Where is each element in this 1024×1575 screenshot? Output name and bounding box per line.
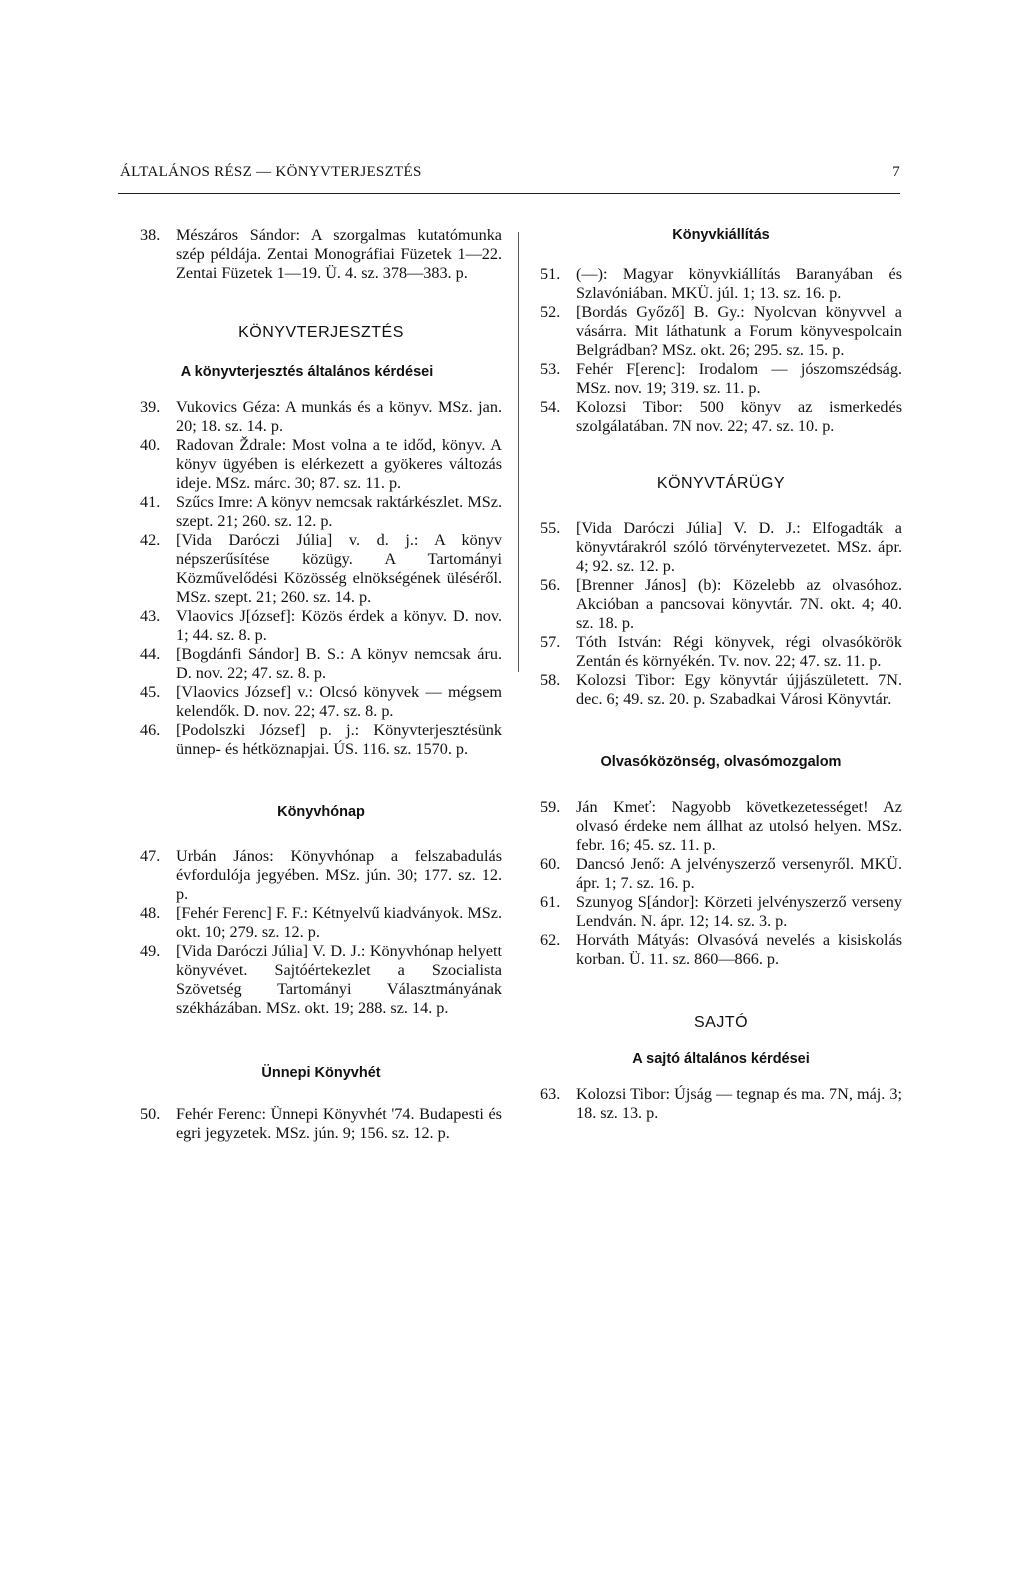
bibliography-entry — [140, 436, 502, 493]
bibliography-entry — [140, 904, 502, 942]
left-column — [140, 226, 502, 1143]
entry-text: [Vlaovics József] v.: Olcsó könyvek — mégsem kelendők. D. nov. 22; 47. sz. 8. p. — [176, 683, 502, 720]
bibliography-entry — [540, 519, 902, 576]
bibliography-entry — [140, 531, 502, 607]
entry-number: 43. — [140, 607, 161, 625]
entry-text: [Brenner János] (b): Közelebb az olvasóhoz. Akcióban a pancsovai könyvtár. 7N. okt. 4; 40. sz. 18. p. — [576, 576, 902, 632]
running-header-title: ÁLTALÁNOS RÉSZ — KÖNYVTERJESZTÉS — [120, 164, 422, 180]
entry-number: 44. — [140, 645, 161, 663]
entry-number: 55. — [540, 519, 561, 537]
entry-text: [Bogdánfi Sándor] B. S.: A könyv nemcsak áru. D. nov. 22; 47. sz. 8. p. — [176, 645, 502, 682]
bibliography-entry — [540, 265, 902, 303]
subsection-heading: Olvasóközönség, olvasómozgalom — [600, 754, 842, 770]
bibliography-entry — [540, 893, 902, 931]
entry-text: Fehér F[erenc]: Irodalom — jószomszédság. MSz. nov. 19; 319. sz. 11. p. — [576, 360, 902, 397]
entry-number: 48. — [140, 904, 161, 922]
bibliography-entry — [140, 683, 502, 721]
entry-number: 50. — [140, 1105, 161, 1123]
entry-number: 62. — [540, 931, 561, 949]
entry-number: 60. — [540, 855, 561, 873]
entry-text: [Fehér Ferenc] F. F.: Kétnyelvű kiadványok. MSz. okt. 10; 279. sz. 12. p. — [176, 904, 502, 941]
bibliography-entry — [140, 847, 502, 904]
entry-text: Radovan Ždrale: Most volna a te időd, könyv. A könyv ügyében is elérkezett a gyökeres változás ideje. MSz. márc. 30; 87. sz. 11. p. — [176, 436, 502, 492]
entry-number: 56. — [540, 576, 561, 594]
entry-text: Dancsó Jenő: A jelvényszerző versenyről. MKÜ. ápr. 1; 7. sz. 16. p. — [576, 855, 902, 892]
bibliography-entry — [540, 798, 902, 855]
bibliography-entry — [140, 645, 502, 683]
bibliography-entry — [540, 360, 902, 398]
entry-number: 59. — [540, 798, 561, 816]
entry-text: Vukovics Géza: A munkás és a könyv. MSz. jan. 20; 18. sz. 14. p. — [176, 398, 502, 435]
section-heading: KÖNYVTÁRÜGY — [656, 475, 786, 492]
entry-number: 57. — [540, 633, 561, 651]
bibliography-entry — [140, 398, 502, 436]
bibliography-entry — [140, 721, 502, 759]
bibliography-entry — [140, 226, 502, 283]
bibliography-entry — [540, 633, 902, 671]
subsection-heading: A könyvterjesztés általános kérdései — [180, 364, 434, 380]
entry-text: [Bordás Győző] B. Gy.: Nyolcvan könyvvel a vásárra. Mit láthatunk a Forum könyvespolcain Belgrádban? MSz. okt. 26; 295. sz. 15. p. — [576, 303, 902, 359]
right-column — [540, 226, 902, 1123]
entry-number: 61. — [540, 893, 561, 911]
bibliography-entry — [540, 671, 902, 709]
subsection-heading: Ünnepi Könyvhét — [261, 1065, 381, 1081]
header-rule — [118, 193, 900, 194]
entry-number: 38. — [140, 226, 161, 244]
entry-number: 45. — [140, 683, 161, 701]
entry-text: Tóth István: Régi könyvek, régi olvasókörök Zentán és környékén. Tv. nov. 22; 47. sz. 11. p. — [576, 633, 902, 670]
entry-number: 52. — [540, 303, 561, 321]
entry-number: 53. — [540, 360, 561, 378]
bibliography-entry — [140, 607, 502, 645]
entry-text: Szűcs Imre: A könyv nemcsak raktárkészlet. MSz. szept. 21; 260. sz. 12. p. — [176, 493, 502, 530]
entry-number: 54. — [540, 398, 561, 416]
entry-text: Kolozsi Tibor: Újság — tegnap és ma. 7N, máj. 3; 18. sz. 13. p. — [576, 1085, 902, 1122]
bibliography-entry — [540, 931, 902, 969]
column-divider — [518, 232, 519, 672]
bibliography-entry — [140, 493, 502, 531]
entry-text: [Vida Daróczi Júlia] v. d. j.: A könyv népszerűsítése közügy. A Tartományi Közművelődési Közösség elnökségének üléséről. MSz. szept. 21; 260. sz. 14. p. — [176, 531, 502, 606]
entry-number: 63. — [540, 1085, 561, 1103]
entry-text: (—): Magyar könyvkiállítás Baranyában és Szlavóniában. MKÜ. júl. 1; 13. sz. 16. p. — [576, 265, 902, 302]
entry-text: [Vida Daróczi Júlia] V. D. J.: Elfogadták a könyvtárakról szóló törvénytervezetet. MSz. ápr. 4; 92. sz. 12. p. — [576, 519, 902, 575]
entry-number: 46. — [140, 721, 161, 739]
running-header — [120, 164, 900, 186]
entry-text: Szunyog S[ándor]: Körzeti jelvényszerző verseny Lendván. N. ápr. 12; 14. sz. 3. p. — [576, 893, 902, 930]
entry-text: [Podolszki József] p. j.: Könyvterjesztésünk ünnep- és hétköznapjai. ÚS. 116. sz. 1570. p. — [176, 721, 502, 758]
entry-number: 42. — [140, 531, 161, 549]
entry-text: Kolozsi Tibor: Egy könyvtár újjászületett. 7N. dec. 6; 49. sz. 20. p. Szabadkai Városi Könyvtár. — [576, 671, 902, 708]
entry-text: Mészáros Sándor: A szorgalmas kutatómunka szép példája. Zentai Monográfiai Füzetek 1—22. Zentai Füzetek 1—19. Ü. 4. sz. 378—383. p. — [176, 226, 502, 282]
entry-number: 58. — [540, 671, 561, 689]
entry-text: Kolozsi Tibor: 500 könyv az ismerkedés szolgálatában. 7N nov. 22; 47. sz. 10. p. — [576, 398, 902, 435]
entry-text: Vlaovics J[ózsef]: Közös érdek a könyv. D. nov. 1; 44. sz. 8. p. — [176, 607, 502, 644]
entry-number: 47. — [140, 847, 161, 865]
bibliography-entry — [540, 576, 902, 633]
subsection-heading: Könyvkiállítás — [672, 227, 770, 243]
subsection-heading: Könyvhónap — [277, 804, 365, 820]
entry-number: 40. — [140, 436, 161, 454]
page-number: 7 — [892, 164, 900, 180]
entry-text: Fehér Ferenc: Ünnepi Könyvhét '74. Budapesti és egri jegyzetek. MSz. jún. 9; 156. sz. 12. p. — [176, 1105, 502, 1142]
bibliography-entry — [140, 1105, 502, 1143]
entry-number: 41. — [140, 493, 161, 511]
entry-text: Urbán János: Könyvhónap a felszabadulás évfordulója jegyében. MSz. jún. 30; 177. sz. 12. p. — [176, 847, 502, 903]
bibliography-entry — [540, 398, 902, 436]
section-heading: KÖNYVTERJESZTÉS — [238, 324, 404, 341]
bibliography-entry — [540, 855, 902, 893]
bibliography-entry — [140, 942, 502, 1018]
entry-number: 51. — [540, 265, 561, 283]
entry-number: 39. — [140, 398, 161, 416]
entry-text: Horváth Mátyás: Olvasóvá nevelés a kisiskolás korban. Ü. 11. sz. 860—866. p. — [576, 931, 902, 968]
entry-text: [Vida Daróczi Júlia] V. D. J.: Könyvhónap helyett könyvévet. Sajtóértekezlet a Szocialista Szövetség Tartományi Választmányának székházában. MSz. okt. 19; 288. sz. 14. p. — [176, 942, 502, 1017]
bibliography-entry — [540, 1085, 902, 1123]
subsection-heading: A sajtó általános kérdései — [632, 1051, 810, 1067]
section-heading: SAJTÓ — [693, 1014, 749, 1031]
entry-number: 49. — [140, 942, 161, 960]
bibliography-entry — [540, 303, 902, 360]
entry-text: Ján Kmeť: Nagyobb következetességet! Az olvasó érdeke nem állhat az utolsó helyen. MSz. febr. 16; 45. sz. 11. p. — [576, 798, 902, 854]
